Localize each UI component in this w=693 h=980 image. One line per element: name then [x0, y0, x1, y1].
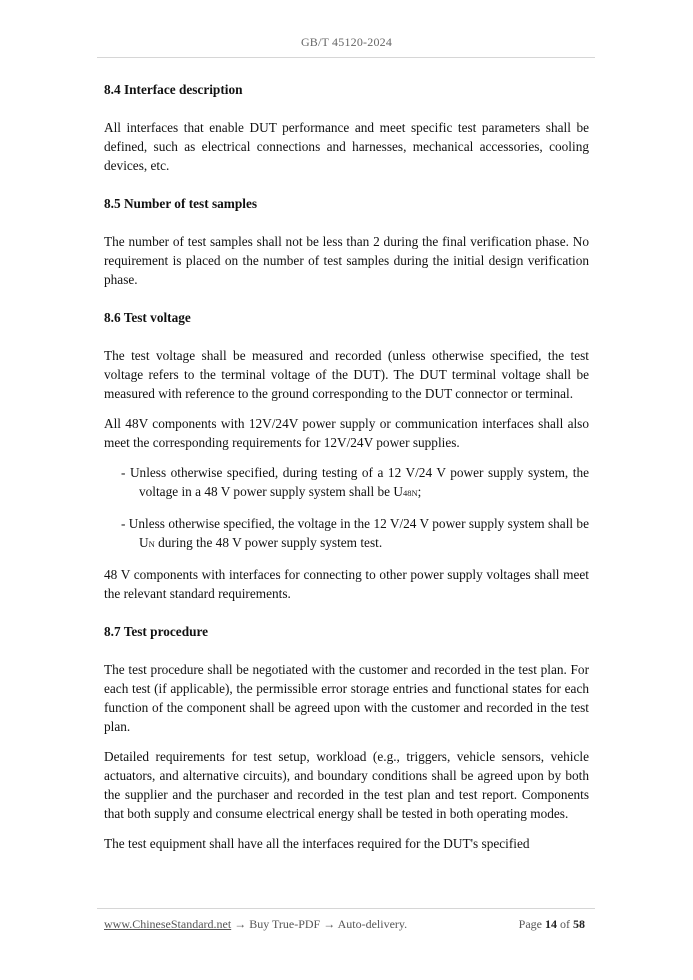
- list-item-end: ;: [417, 484, 422, 499]
- section-heading-8-5: 8.5 Number of test samples: [104, 196, 258, 211]
- header-divider: [97, 57, 595, 58]
- page-label: Page: [518, 917, 542, 931]
- footer-promo: [104, 917, 407, 932]
- of-label: of: [560, 917, 570, 931]
- paragraph-8-4-1: All interfaces that enable DUT performance and meet specific test parameters shall be defined, such as electrical connections and harnesses, mechanical accessories, cooling devices, etc.: [104, 120, 589, 173]
- paragraph-8-7-3: The test equipment shall have all the interfaces required for the DUT's specified: [104, 836, 530, 851]
- section-heading-8-7: 8.7 Test procedure: [104, 624, 209, 639]
- document-id-header: GB/T 45120-2024: [300, 35, 393, 49]
- paragraph-8-6-1: The test voltage shall be measured and recorded (unless otherwise specified, the test voltage refers to the terminal voltage of the DUT). The DUT terminal voltage shall be measured with reference to the ground corresponding to the DUT connector or terminal.: [104, 348, 589, 401]
- paragraph-8-7-1: The test procedure shall be negotiated with the customer and recorded in the test plan. For each test (if applicable), the permissible error storage entries and functional states for each function of the component shall be agreed upon with the customer and recorded in the test plan.: [104, 662, 589, 734]
- page-body: [104, 80, 589, 853]
- current-page: 14: [545, 917, 557, 931]
- auto-delivery-text: Auto-delivery.: [337, 917, 408, 931]
- arrow-icon: →: [234, 917, 247, 931]
- list-item-text: - Unless otherwise specified, the voltage in the 12 V/24 V power supply system shall be U: [121, 516, 589, 550]
- buy-true-pdf-text: Buy True-PDF: [249, 917, 321, 931]
- list-item-text: - Unless otherwise specified, during testing of a 12 V/24 V power supply system, the voltage in a 48 V power supply system shall be U: [121, 465, 589, 499]
- list-item-voltage-48v: [104, 463, 589, 503]
- paragraph-8-6-2: All 48V components with 12V/24V power supply or communication interfaces shall also meet the corresponding requirements for 12V/24V power supplies.: [104, 416, 589, 450]
- subscript-48n: 48N: [402, 488, 418, 498]
- paragraph-8-6-3: 48 V components with interfaces for connecting to other power supply voltages shall meet the relevant standard requirements.: [104, 567, 589, 601]
- total-pages: 58: [573, 917, 585, 931]
- arrow-icon: →: [323, 917, 336, 931]
- site-link[interactable]: www.ChineseStandard.net: [104, 917, 232, 931]
- section-heading-8-6: 8.6 Test voltage: [104, 310, 191, 325]
- list-item-voltage-12v-24v: [104, 514, 589, 554]
- list-item-end: during the 48 V power supply system test.: [154, 535, 383, 550]
- subscript-n: N: [148, 539, 155, 549]
- page-number: [519, 917, 585, 932]
- paragraph-8-5-1: The number of test samples shall not be less than 2 during the final verification phase. No requirement is placed on the number of test samples during the initial design verification phase.: [104, 234, 589, 287]
- footer-divider: [97, 908, 595, 909]
- paragraph-8-7-2: Detailed requirements for test setup, workload (e.g., triggers, vehicle sensors, vehicle actuators, and alternative circuits), and boundary conditions shall be agreed upon by both the supplier and the purchaser and recorded in the test plan and test report. Components that both supply and consume electrical energy shall be tested in both operating modes.: [104, 749, 589, 821]
- section-heading-8-4: 8.4 Interface description: [104, 82, 243, 97]
